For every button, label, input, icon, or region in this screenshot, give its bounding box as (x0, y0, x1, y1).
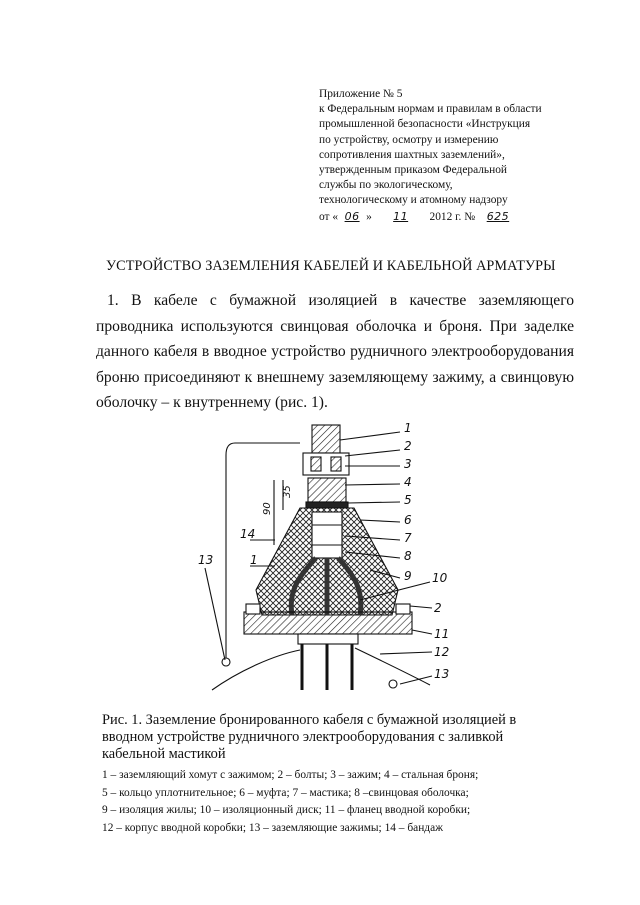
appendix-line: сопротивления шахтных заземлений», (319, 148, 505, 161)
callout-3: 3 (404, 457, 412, 471)
callout-12: 12 (434, 645, 450, 659)
callout-13: 13 (198, 553, 214, 567)
callout-2b: 2 (434, 601, 442, 615)
appendix-line: службы по экологическому, (319, 179, 453, 192)
cable-grounding-figure (160, 418, 470, 708)
legend-line: 9 – изоляция жилы; 10 – изоляционный диск; 11 – фланец вводной коробки; (102, 804, 471, 817)
callout-6: 6 (404, 513, 412, 527)
dimension-35: 35 (282, 485, 293, 498)
order-year: 2012 г. № (429, 210, 476, 223)
callout-10: 10 (432, 571, 448, 585)
callout-9: 9 (404, 569, 412, 583)
order-date-line (319, 209, 619, 225)
clamp-block (303, 453, 349, 475)
callout-1b: 1 (250, 553, 258, 567)
appendix-header (319, 87, 619, 225)
date-day-suffix: » (366, 210, 372, 223)
order-month: 11 (393, 209, 409, 223)
appendix-line: Приложение № 5 (319, 88, 403, 100)
insulating-disk (298, 634, 358, 644)
seal-ring (306, 502, 348, 508)
order-number: 625 (486, 209, 510, 223)
dimension-90: 90 (262, 502, 273, 515)
callout-8: 8 (404, 549, 412, 563)
callout-2: 2 (404, 439, 412, 453)
appendix-line: технологическому и атомному надзору (319, 194, 508, 207)
paragraph-text: 1. В кабеле с бумажной изоляцией в качестве заземляющего проводника используются свинцовая оболочка и броня. При заделке данного кабеля в вводное устройство рудничного электрооборудования броню присоединяют к внешнему заземляющему зажиму, а свинцовую оболочку – к внутреннему (рис. 1). (96, 292, 574, 411)
cable-top (312, 425, 340, 453)
callout-1: 1 (404, 421, 412, 435)
figure-legend (102, 767, 572, 837)
callout-11: 11 (434, 627, 450, 641)
appendix-line: по устройству, осмотру и измерению (319, 133, 499, 146)
armor (308, 478, 346, 502)
paragraph-1 (96, 288, 574, 416)
legend-line: 12 – корпус вводной коробки; 13 – заземляющие зажимы; 14 – бандаж (102, 821, 444, 834)
callout-4: 4 (404, 475, 412, 489)
legend-line: 1 – заземляющий хомут с зажимом; 2 – болты; 3 – зажим; 4 – стальная броня; (102, 769, 479, 781)
callout-13b: 13 (434, 667, 450, 681)
callout-5: 5 (404, 493, 412, 507)
legend-line: 5 – кольцо уплотнительное; 6 – муфта; 7 – мастика; 8 –свинцовая оболочка; (102, 786, 469, 799)
lead-sheath (312, 512, 342, 558)
flange (244, 612, 412, 634)
figure-caption: Рис. 1. Заземление бронированного кабеля с бумажной изоляцией в вводном устройстве рудничного электрооборудования с заливкой кабельной мастикой (102, 712, 517, 762)
callout-14: 14 (240, 527, 256, 541)
callout-7: 7 (404, 531, 412, 545)
date-prefix: от « (319, 210, 339, 223)
order-day: 06 (344, 209, 360, 223)
section-title: УСТРОЙСТВО ЗАЗЕМЛЕНИЯ КАБЕЛЕЙ И КАБЕЛЬНОЙ АРМАТУРЫ (106, 258, 556, 274)
appendix-line: промышленной безопасности «Инструкция (319, 118, 531, 131)
appendix-line: к Федеральным нормам и правилам в области (319, 103, 542, 116)
appendix-line: утвержденным приказом Федеральной (319, 164, 508, 177)
